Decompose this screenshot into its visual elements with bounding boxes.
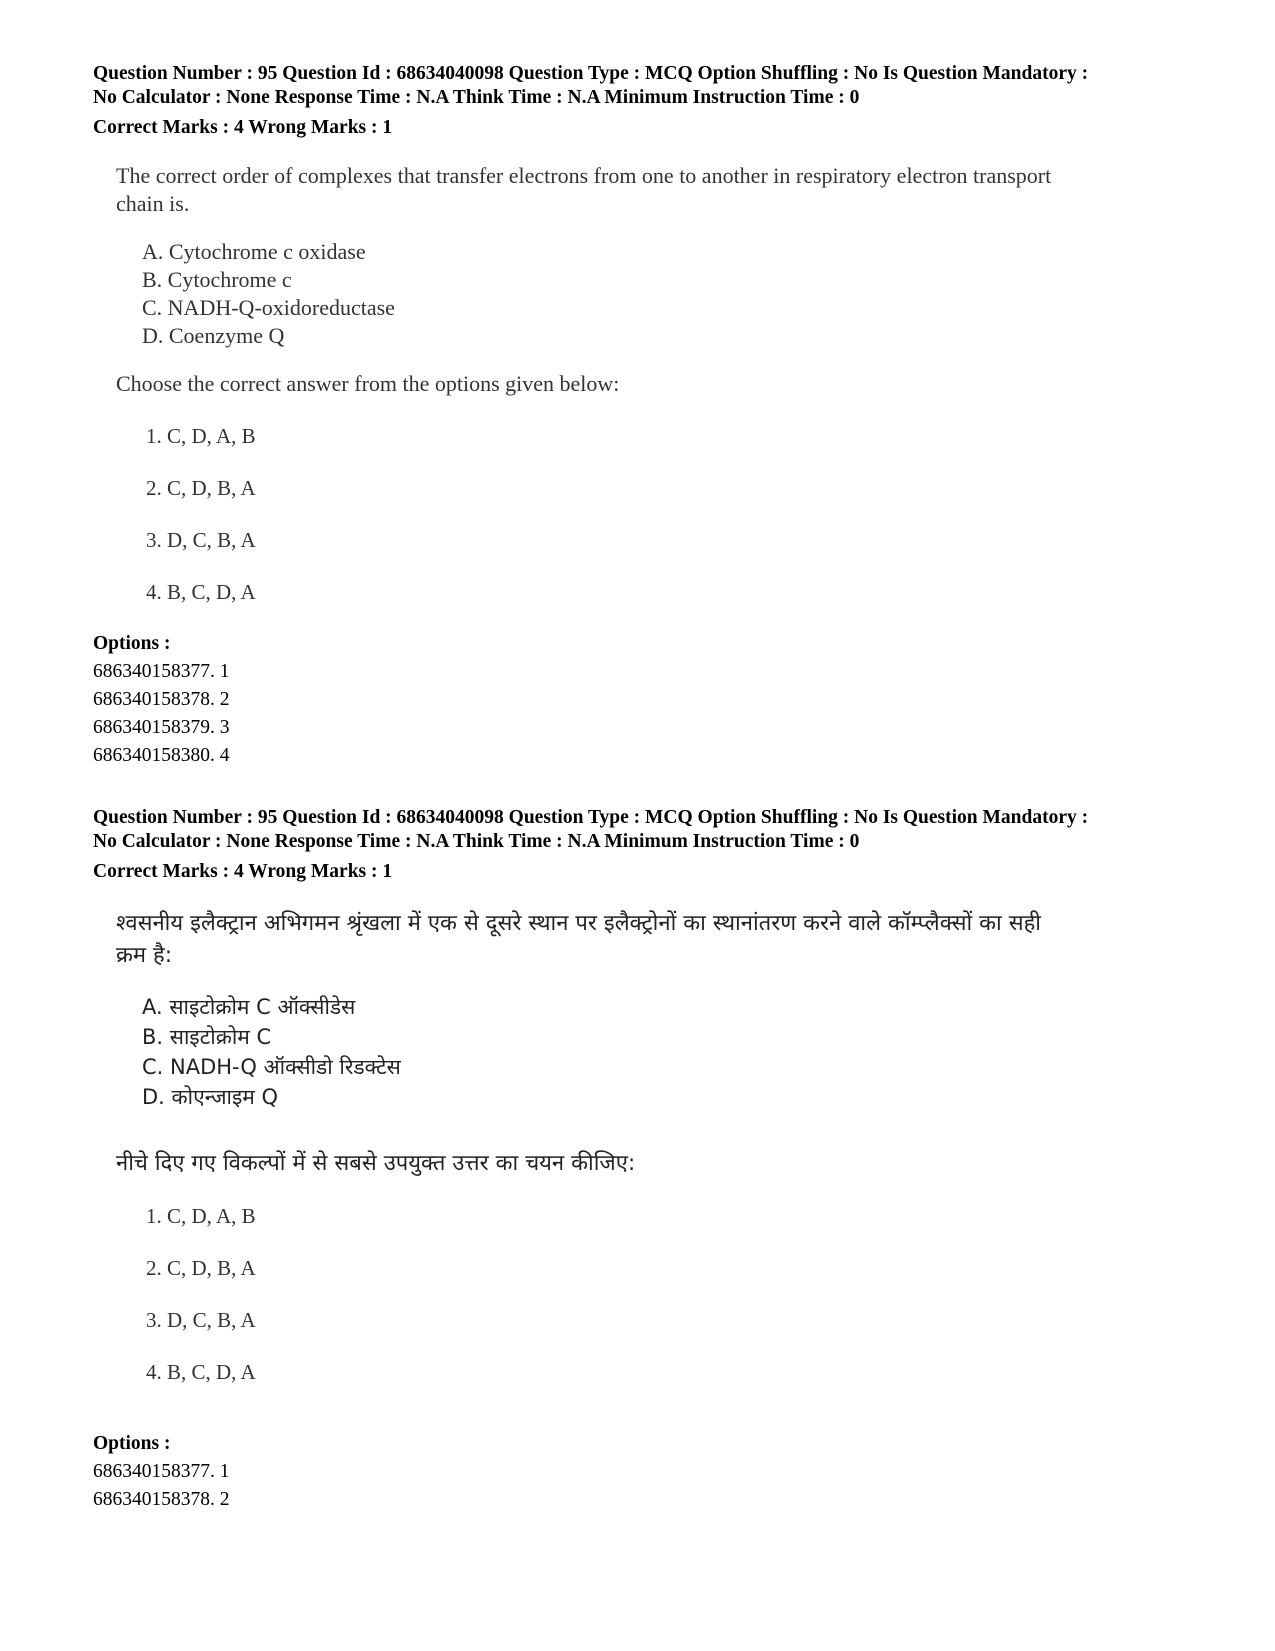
statement-d: D. कोएन्जाइम Q — [142, 1085, 279, 1109]
question-text-line-2: chain is. — [116, 191, 190, 216]
answer-choice-4: 4. B, C, D, A — [146, 580, 256, 604]
options-heading: Options : — [93, 633, 171, 654]
statement-c: C. NADH-Q-oxidoreductase — [142, 295, 395, 320]
choose-instruction: नीचे दिए गए विकल्पों में से सबसे उपयुक्त उत्तर का चयन कीजिए: — [116, 1151, 636, 1176]
option-id-2: 686340158378. 2 — [93, 689, 230, 710]
question-body-english — [116, 162, 1196, 606]
question-meta-line-2: No Calculator : None Response Time : N.A Think Time : N.A Minimum Instruction Time : 0 — [93, 87, 860, 108]
statement-a: A. साइटोक्रोम C ऑक्सीडेस — [142, 995, 356, 1019]
question-meta-line-1: Question Number : 95 Question Id : 68634040098 Question Type : MCQ Option Shuffling : No Is Question Mandatory : — [93, 807, 1089, 828]
statement-a: A. Cytochrome c oxidase — [142, 239, 366, 264]
statement-b: B. साइटोक्रोम C — [142, 1025, 272, 1049]
answer-choice-4: 4. B, C, D, A — [146, 1360, 256, 1384]
statement-d: D. Coenzyme Q — [142, 323, 285, 348]
question-text-line-2: क्रम है: — [116, 943, 173, 968]
answer-choice-3: 3. D, C, B, A — [146, 1308, 256, 1332]
question-header-1 — [93, 62, 1193, 140]
question-marks: Correct Marks : 4 Wrong Marks : 1 — [93, 117, 393, 138]
option-id-1: 686340158377. 1 — [93, 1461, 230, 1482]
question-text-line-1: श्वसनीय इलैक्ट्रान अभिगमन श्रृंखला में एक से दूसरे स्थान पर इलैक्ट्रोनों का स्थानांतरण करने वाले कॉम्प्लैक्सों का सही — [116, 911, 1041, 936]
statement-c: C. NADH-Q ऑक्सीडो रिडक्टेस — [142, 1055, 401, 1079]
question-text-line-1: The correct order of complexes that transfer electrons from one to another in respiratory electron transport — [116, 163, 1052, 188]
options-heading: Options : — [93, 1433, 171, 1454]
question-meta-line-1: Question Number : 95 Question Id : 68634040098 Question Type : MCQ Option Shuffling : No Is Question Mandatory : — [93, 63, 1089, 84]
answer-choice-2: 2. C, D, B, A — [146, 476, 256, 500]
option-id-2: 686340158378. 2 — [93, 1489, 230, 1510]
option-id-3: 686340158379. 3 — [93, 717, 230, 738]
option-id-4: 686340158380. 4 — [93, 745, 230, 766]
question-body-hindi — [116, 908, 1196, 1386]
question-meta-line-2: No Calculator : None Response Time : N.A Think Time : N.A Minimum Instruction Time : 0 — [93, 831, 860, 852]
choose-instruction: Choose the correct answer from the options given below: — [116, 371, 620, 396]
answer-choice-2: 2. C, D, B, A — [146, 1256, 256, 1280]
answer-choice-3: 3. D, C, B, A — [146, 528, 256, 552]
answer-choice-1: 1. C, D, A, B — [146, 1204, 256, 1228]
answer-choice-1: 1. C, D, A, B — [146, 424, 256, 448]
question-header-2 — [93, 806, 1193, 884]
option-id-1: 686340158377. 1 — [93, 661, 230, 682]
question-marks: Correct Marks : 4 Wrong Marks : 1 — [93, 861, 393, 882]
statement-b: B. Cytochrome c — [142, 267, 292, 292]
